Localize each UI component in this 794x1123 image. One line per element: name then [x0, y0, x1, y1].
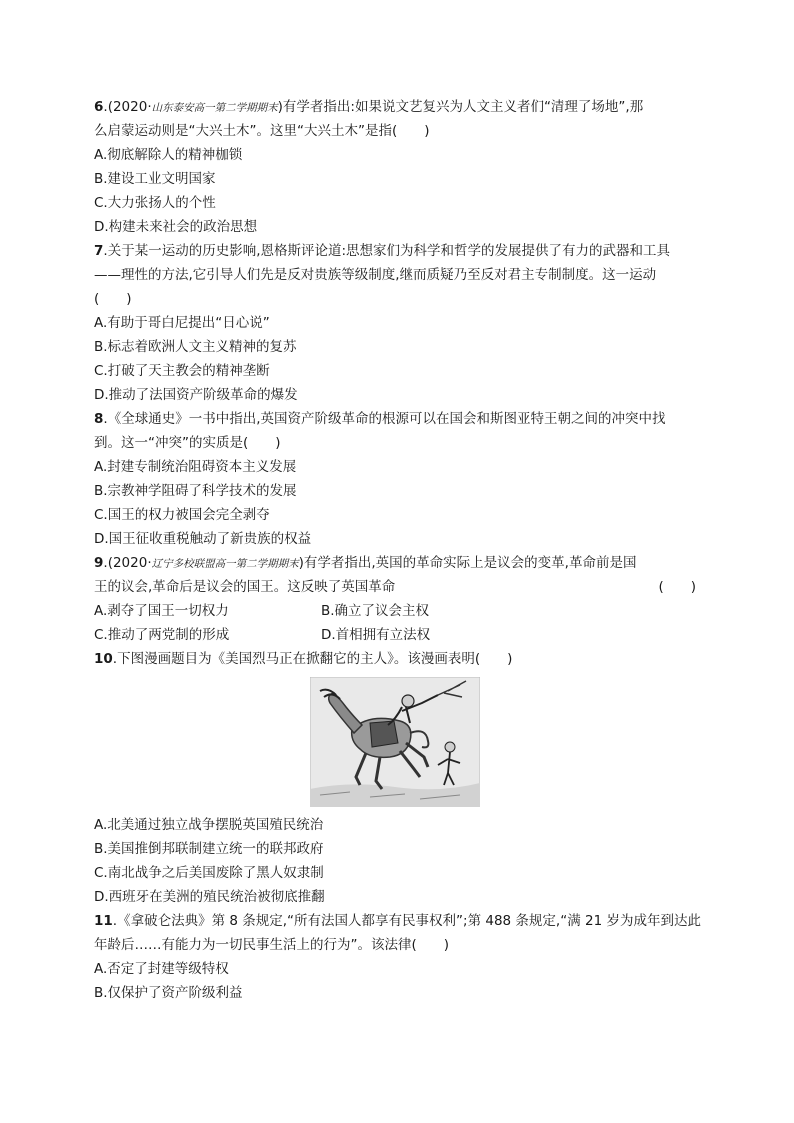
question-source: 辽宁多校联盟高一第二学期期末 — [151, 558, 299, 570]
question-9-stem-line-2: 王的议会,革命后是议会的国王。这反映了英国革命 ( ) — [94, 575, 700, 599]
question-list — [94, 95, 700, 1005]
option-c[interactable]: C.大力张扬人的个性 — [94, 195, 216, 211]
option-a[interactable]: A.彻底解除人的精神枷锁 — [94, 147, 243, 163]
question-6-stem-line-1: 6.(2020·山东泰安高一第二学期期末)有学者指出:如果说文艺复兴为人文主义者们“清理了场地”,那 — [94, 99, 644, 115]
option-d[interactable]: D.西班牙在美洲的殖民统治被彻底推翻 — [94, 889, 325, 905]
option-row — [94, 599, 700, 623]
cartoon-horse-throwing-rider-icon — [310, 677, 480, 807]
option-d[interactable]: D.推动了法国资产阶级革命的爆发 — [94, 387, 298, 403]
option-b[interactable]: B.建设工业文明国家 — [94, 171, 216, 187]
question-7-stem-line-1: 7.关于某一运动的历史影响,恩格斯评论道:思想家们为科学和哲学的发展提供了有力的武器和工具 — [94, 243, 671, 259]
question-6-stem-line-2: 么启蒙运动则是“大兴土木”。这里“大兴土木”是指( ) — [94, 123, 430, 139]
option-a[interactable]: A.否定了封建等级特权 — [94, 961, 229, 977]
question-8 — [94, 407, 700, 551]
question-11-stem-line-2: 年龄后……有能力为一切民事生活上的行为”。该法律( ) — [94, 937, 450, 953]
option-b[interactable]: B.确立了议会主权 — [321, 603, 430, 619]
question-6 — [94, 95, 700, 239]
option-b[interactable]: B.宗教神学阻碍了科学技术的发展 — [94, 483, 297, 499]
question-number: 11 — [94, 913, 113, 929]
question-10-stem-line-1: 10.下图漫画题目为《美国烈马正在掀翻它的主人》。该漫画表明( ) — [94, 651, 513, 667]
question-7-stem-line-3: ( ) — [94, 291, 132, 307]
question-number: 9 — [94, 555, 104, 571]
option-d[interactable]: D.首相拥有立法权 — [321, 627, 431, 643]
question-10 — [94, 647, 700, 909]
option-c[interactable]: C.打破了天主教会的精神垄断 — [94, 363, 270, 379]
option-a[interactable]: A.有助于哥白尼提出“日心说” — [94, 315, 270, 331]
option-d[interactable]: D.构建未来社会的政治思想 — [94, 219, 258, 235]
option-c[interactable]: C.南北战争之后美国废除了黑人奴隶制 — [94, 865, 324, 881]
option-a[interactable]: A.剥夺了国王一切权力 — [94, 603, 229, 619]
option-b[interactable]: B.仅保护了资产阶级利益 — [94, 985, 243, 1001]
option-a[interactable]: A.封建专制统治阻碍资本主义发展 — [94, 459, 297, 475]
question-source: 山东泰安高一第二学期期末 — [151, 102, 278, 114]
option-b[interactable]: B.美国推倒邦联制建立统一的联邦政府 — [94, 841, 324, 857]
question-number: 7 — [94, 243, 104, 259]
question-11-stem-line-1: 11.《拿破仑法典》第 8 条规定,“所有法国人都享有民事权利”;第 488 条规定,“满 21 岁为成年到达此 — [94, 913, 701, 929]
option-c[interactable]: C.推动了两党制的形成 — [94, 627, 230, 643]
question-9 — [94, 551, 700, 647]
question-8-stem-line-1: 8.《全球通史》一书中指出,英国资产阶级革命的根源可以在国会和斯图亚特王朝之间的冲突中找 — [94, 411, 666, 427]
question-11 — [94, 909, 700, 1005]
answer-paren: ( ) — [658, 579, 696, 595]
question-number: 10 — [94, 651, 113, 667]
question-number: 8 — [94, 411, 104, 427]
option-a[interactable]: A.北美通过独立战争摆脱英国殖民统治 — [94, 817, 324, 833]
question-number: 6 — [94, 99, 104, 115]
option-d[interactable]: D.国王征收重税触动了新贵族的权益 — [94, 531, 312, 547]
question-7 — [94, 239, 700, 407]
cartoon-image — [310, 677, 480, 807]
option-b[interactable]: B.标志着欧洲人文主义精神的复苏 — [94, 339, 297, 355]
question-7-stem-line-2: ——理性的方法,它引导人们先是反对贵族等级制度,继而质疑乃至反对君主专制制度。这一运动 — [94, 267, 657, 283]
option-row — [94, 623, 700, 647]
question-9-stem-line-1: 9.(2020·辽宁多校联盟高一第二学期期末)有学者指出,英国的革命实际上是议会的变革,革命前是国 — [94, 555, 637, 571]
question-8-stem-line-2: 到。这一“冲突”的实质是( ) — [94, 435, 281, 451]
option-c[interactable]: C.国王的权力被国会完全剥夺 — [94, 507, 270, 523]
